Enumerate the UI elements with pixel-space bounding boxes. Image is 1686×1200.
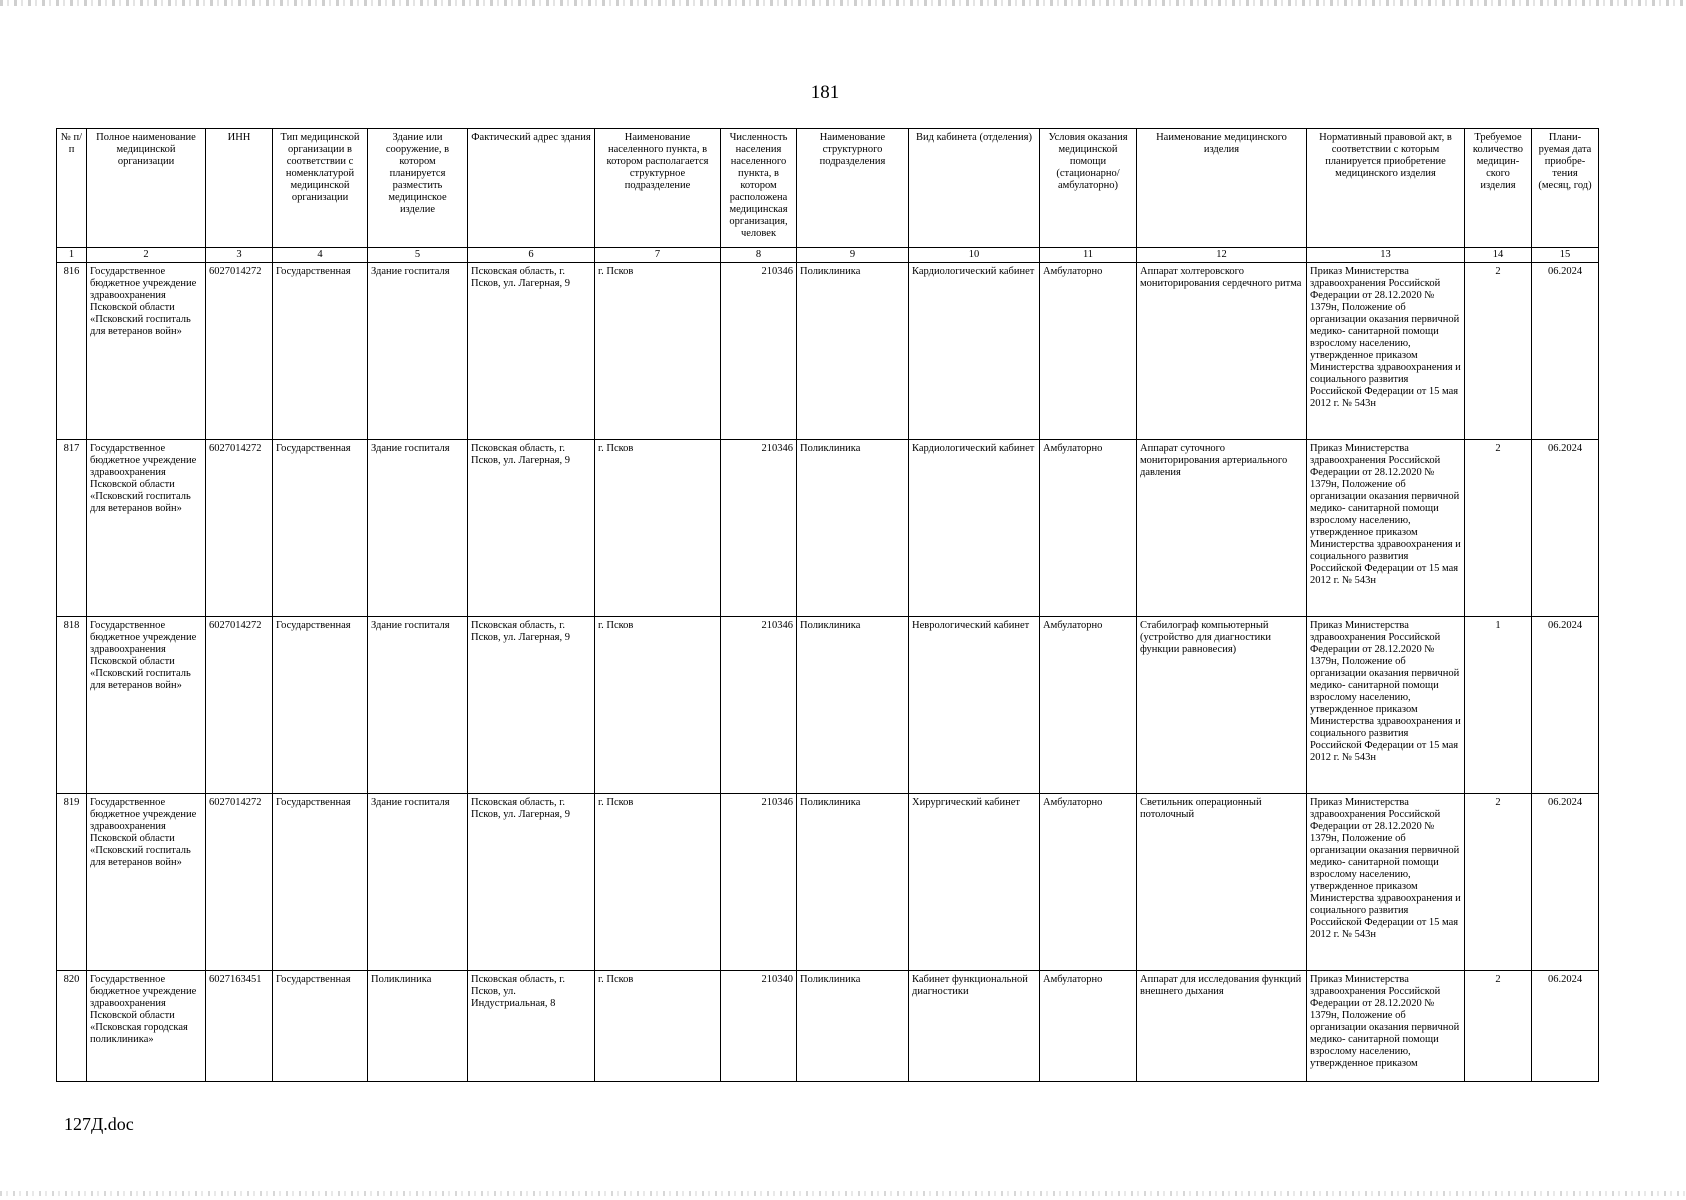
header-cell-11: Условия оказания медицинской помощи (стационарно/ амбулаторно): [1040, 129, 1137, 248]
planned-date: 06.2024: [1532, 617, 1599, 794]
care-conditions: Амбулаторно: [1040, 971, 1137, 1082]
population: 210346: [721, 617, 797, 794]
settlement: г. Псков: [595, 263, 721, 440]
table-row: [57, 263, 1599, 440]
inn: 6027014272: [206, 794, 273, 971]
column-number: 8: [721, 248, 797, 263]
care-conditions: Амбулаторно: [1040, 794, 1137, 971]
row-number: 818: [57, 617, 87, 794]
organization-type: Государственная: [273, 263, 368, 440]
planned-date: 06.2024: [1532, 971, 1599, 1082]
row-number: 816: [57, 263, 87, 440]
settlement: г. Псков: [595, 440, 721, 617]
column-number: 2: [87, 248, 206, 263]
table-row: [57, 617, 1599, 794]
cabinet: Неврологический кабинет: [909, 617, 1040, 794]
header-cell-5: Здание или сооружение, в котором планируется разместить медицинское изделие: [368, 129, 468, 248]
settlement: г. Псков: [595, 971, 721, 1082]
population: 210340: [721, 971, 797, 1082]
header-cell-14: Требуемое количество медицин-ского изделия: [1465, 129, 1532, 248]
medical-device: Аппарат суточного мониторирования артериального давления: [1137, 440, 1307, 617]
header-cell-10: Вид кабинета (отделения): [909, 129, 1040, 248]
address: Псковская область, г. Псков, ул. Лагерная, 9: [468, 617, 595, 794]
row-number: 819: [57, 794, 87, 971]
quantity: 1: [1465, 617, 1532, 794]
settlement: г. Псков: [595, 794, 721, 971]
scan-edge-bottom: [0, 1191, 1686, 1196]
population: 210346: [721, 440, 797, 617]
population: 210346: [721, 263, 797, 440]
header-cell-4: Тип медицинской организации в соответствии с номенклатурой медицинской организации: [273, 129, 368, 248]
column-number: 14: [1465, 248, 1532, 263]
legal-act: Приказ Министерства здравоохранения Российской Федерации от 28.12.2020 № 1379н, Положение об организации оказания первичной медико- санитарной помощи взрослому населению, утвержденное приказом Министерства здравоохранения и социального развития Российской Федерации от 15 мая 2012 г. № 543н: [1307, 263, 1465, 440]
organization-type: Государственная: [273, 440, 368, 617]
header-cell-1: № п/п: [57, 129, 87, 248]
subdivision: Поликлиника: [797, 971, 909, 1082]
medical-device: Светильник операционный потолочный: [1137, 794, 1307, 971]
legal-act: Приказ Министерства здравоохранения Российской Федерации от 28.12.2020 № 1379н, Положение об организации оказания первичной медико- санитарной помощи взрослому населению, утвержденное приказом Министерства здравоохранения и социального развития Российской Федерации от 15 мая 2012 г. № 543н: [1307, 617, 1465, 794]
column-number: 3: [206, 248, 273, 263]
header-cell-2: Полное наименование медицинской организации: [87, 129, 206, 248]
address: Псковская область, г. Псков, ул. Лагерная, 9: [468, 263, 595, 440]
column-number-row: [57, 248, 1599, 263]
organization-type: Государственная: [273, 971, 368, 1082]
cabinet: Кардиологический кабинет: [909, 440, 1040, 617]
inn: 6027163451: [206, 971, 273, 1082]
subdivision: Поликлиника: [797, 794, 909, 971]
inn: 6027014272: [206, 263, 273, 440]
address: Псковская область, г. Псков, ул. Индустриальная, 8: [468, 971, 595, 1082]
legal-act: Приказ Министерства здравоохранения Российской Федерации от 28.12.2020 № 1379н, Положение об организации оказания первичной медико- санитарной помощи взрослому населению, утвержденное приказом Министерства здравоохранения и социального развития Российской Федерации от 15 мая 2012 г. № 543н: [1307, 794, 1465, 971]
subdivision: Поликлиника: [797, 440, 909, 617]
medical-device: Аппарат для исследования функций внешнего дыхания: [1137, 971, 1307, 1082]
planned-date: 06.2024: [1532, 794, 1599, 971]
document-filename: 127Д.doc: [64, 1114, 134, 1134]
header-cell-13: Нормативный правовой акт, в соответствии с которым планируется приобретение медицинского изделия: [1307, 129, 1465, 248]
medical-device: Аппарат холтеровского мониторирования сердечного ритма: [1137, 263, 1307, 440]
column-number: 12: [1137, 248, 1307, 263]
header-cell-3: ИНН: [206, 129, 273, 248]
subdivision: Поликлиника: [797, 617, 909, 794]
table-row: [57, 794, 1599, 971]
medical-device: Стабилограф компьютерный (устройство для диагностики функции равновесия): [1137, 617, 1307, 794]
quantity: 2: [1465, 971, 1532, 1082]
organization-name: Государственное бюджетное учреждение здравоохранения Псковской области «Псковский госпиталь для ветеранов войн»: [87, 263, 206, 440]
organization-type: Государственная: [273, 617, 368, 794]
column-number: 11: [1040, 248, 1137, 263]
address: Псковская область, г. Псков, ул. Лагерная, 9: [468, 440, 595, 617]
building: Здание госпиталя: [368, 440, 468, 617]
row-number: 817: [57, 440, 87, 617]
cabinet: Хирургический кабинет: [909, 794, 1040, 971]
column-number: 6: [468, 248, 595, 263]
column-number: 1: [57, 248, 87, 263]
scan-edge-top: [0, 0, 1686, 6]
header-cell-7: Наименование населенного пункта, в котором располагается структурное подразделение: [595, 129, 721, 248]
care-conditions: Амбулаторно: [1040, 440, 1137, 617]
subdivision: Поликлиника: [797, 263, 909, 440]
header-cell-8: Численность населения населенного пункта, в котором расположена медицинская организация, человек: [721, 129, 797, 248]
column-number: 7: [595, 248, 721, 263]
legal-act: Приказ Министерства здравоохранения Российской Федерации от 28.12.2020 № 1379н, Положение об организации оказания первичной медико- санитарной помощи взрослому населению, утвержденное приказом: [1307, 971, 1465, 1082]
column-number: 4: [273, 248, 368, 263]
table-row: [57, 440, 1599, 617]
building: Здание госпиталя: [368, 263, 468, 440]
legal-act: Приказ Министерства здравоохранения Российской Федерации от 28.12.2020 № 1379н, Положение об организации оказания первичной медико- санитарной помощи взрослому населению, утвержденное приказом Министерства здравоохранения и социального развития Российской Федерации от 15 мая 2012 г. № 543н: [1307, 440, 1465, 617]
address: Псковская область, г. Псков, ул. Лагерная, 9: [468, 794, 595, 971]
organization-name: Государственное бюджетное учреждение здравоохранения Псковской области «Псковский госпиталь для ветеранов войн»: [87, 794, 206, 971]
row-number: 820: [57, 971, 87, 1082]
quantity: 2: [1465, 263, 1532, 440]
care-conditions: Амбулаторно: [1040, 617, 1137, 794]
column-number: 15: [1532, 248, 1599, 263]
cabinet: Кабинет функциональной диагностики: [909, 971, 1040, 1082]
care-conditions: Амбулаторно: [1040, 263, 1137, 440]
header-cell-15: Плани-руемая дата приобре-тения (месяц, год): [1532, 129, 1599, 248]
organization-type: Государственная: [273, 794, 368, 971]
header-row: [57, 129, 1599, 248]
planned-date: 06.2024: [1532, 263, 1599, 440]
header-cell-6: Фактический адрес здания: [468, 129, 595, 248]
inn: 6027014272: [206, 617, 273, 794]
column-number: 13: [1307, 248, 1465, 263]
header-cell-9: Наименование структурного подразделения: [797, 129, 909, 248]
equipment-registry-table: [56, 128, 1599, 1082]
column-number: 10: [909, 248, 1040, 263]
page-number: 181: [810, 82, 840, 103]
table-row: [57, 971, 1599, 1082]
organization-name: Государственное бюджетное учреждение здравоохранения Псковской области «Псковский госпиталь для ветеранов войн»: [87, 440, 206, 617]
header-cell-12: Наименование медицинского изделия: [1137, 129, 1307, 248]
column-number: 5: [368, 248, 468, 263]
cabinet: Кардиологический кабинет: [909, 263, 1040, 440]
building: Здание госпиталя: [368, 794, 468, 971]
quantity: 2: [1465, 794, 1532, 971]
organization-name: Государственное бюджетное учреждение здравоохранения Псковской области «Псковская городская поликлиника»: [87, 971, 206, 1082]
building: Поликлиника: [368, 971, 468, 1082]
building: Здание госпиталя: [368, 617, 468, 794]
quantity: 2: [1465, 440, 1532, 617]
planned-date: 06.2024: [1532, 440, 1599, 617]
organization-name: Государственное бюджетное учреждение здравоохранения Псковской области «Псковский госпиталь для ветеранов войн»: [87, 617, 206, 794]
population: 210346: [721, 794, 797, 971]
inn: 6027014272: [206, 440, 273, 617]
settlement: г. Псков: [595, 617, 721, 794]
column-number: 9: [797, 248, 909, 263]
